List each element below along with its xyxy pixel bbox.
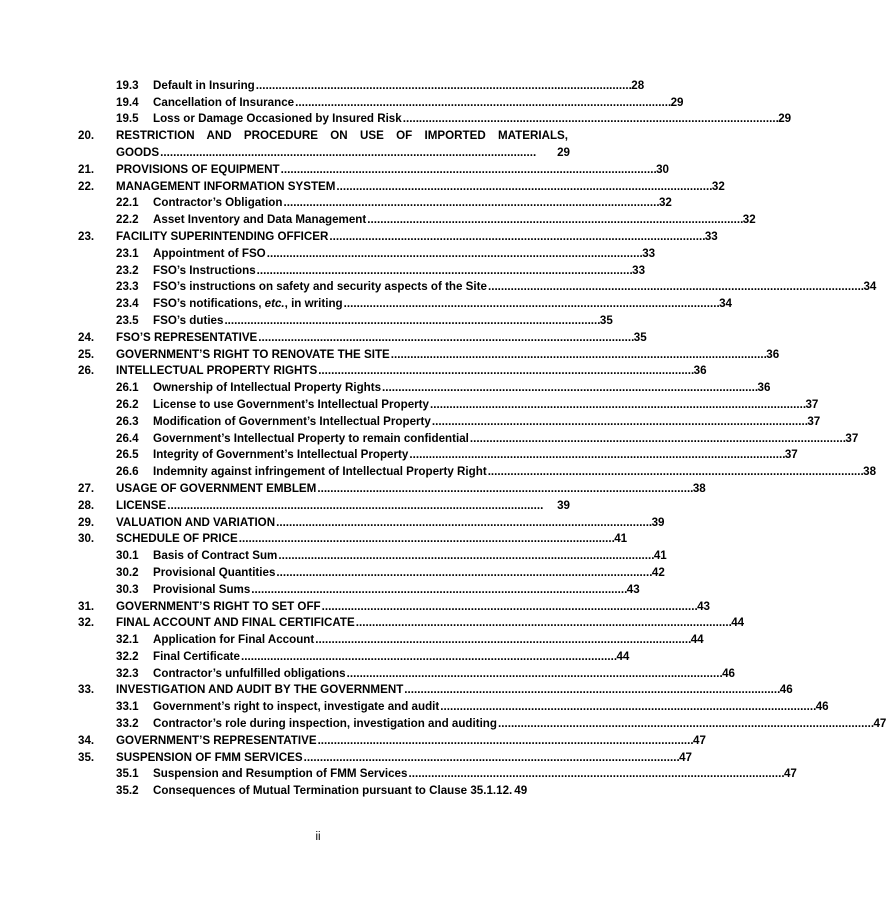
- dot-leader: [498, 717, 872, 731]
- toc-entry-page: 38: [692, 481, 706, 495]
- toc-entry-page: 44: [690, 633, 704, 647]
- toc-entry-page: 32: [742, 213, 756, 227]
- toc-entry-page: 47: [873, 717, 886, 731]
- toc-entry-number: 23.3: [116, 280, 139, 294]
- dot-leader: [470, 432, 844, 446]
- toc-entry-title: Government’s right to inspect, investigate and audit: [153, 700, 440, 714]
- toc-entry[interactable]: [78, 496, 570, 513]
- toc-entry-page: 37: [845, 431, 859, 445]
- toc-entry[interactable]: [116, 395, 819, 412]
- toc-entry[interactable]: [116, 412, 821, 429]
- toc-entry-number: 22.: [78, 179, 95, 193]
- toc-entry-title: FSO’s duties: [153, 313, 224, 327]
- dot-leader: [281, 163, 655, 177]
- toc-entry-number: 26.1: [116, 381, 139, 395]
- dot-leader: [278, 549, 652, 563]
- toc-entry[interactable]: [116, 630, 704, 647]
- toc-entry-page: 44: [616, 649, 630, 663]
- toc-entry-number: 35.: [78, 750, 95, 764]
- toc-entry[interactable]: [116, 781, 570, 798]
- toc-entry-number: 34.: [78, 733, 95, 747]
- toc-entry-page: 36: [757, 381, 771, 395]
- toc-entry-number: 24.: [78, 330, 95, 344]
- toc-entry-number: 26.4: [116, 431, 139, 445]
- toc-entry-title: RESTRICTION AND PROCEDURE ON USE OF IMPORTED MATERIALS,: [116, 129, 568, 143]
- toc-entry-page: 37: [805, 397, 819, 411]
- toc-entry-page: 47: [679, 750, 692, 764]
- toc-entry-title: Application for Final Account: [153, 633, 315, 647]
- toc-entry[interactable]: [78, 177, 725, 194]
- toc-entry-title: GOODS: [116, 145, 160, 159]
- toc-entry-page: 43: [697, 599, 711, 613]
- toc-entry-title: FSO’s Instructions: [153, 263, 256, 277]
- toc-entry[interactable]: [78, 681, 793, 698]
- toc-entry[interactable]: [116, 546, 667, 563]
- toc-entry-title: Government’s Intellectual Property to remain confidential: [153, 431, 469, 445]
- toc-entry-page: 34: [719, 297, 732, 311]
- dot-leader: [432, 415, 806, 429]
- toc-entry-number: 27.: [78, 481, 95, 495]
- toc-entry-title: Integrity of Government’s Intellectual Property: [153, 448, 409, 462]
- toc-entry[interactable]: [78, 328, 647, 345]
- toc-entry-number: 19.3: [116, 78, 139, 92]
- toc-entry-title: Contractor’s Obligation: [153, 196, 283, 210]
- toc-entry-title: FSO’s instructions on safety and security aspects of the Site: [153, 280, 487, 294]
- dot-leader: [391, 348, 765, 362]
- toc-entry-page: 49: [514, 784, 528, 798]
- dot-leader: [318, 364, 692, 378]
- toc-entry-page: 44: [731, 616, 745, 630]
- toc-entry-page: 29: [670, 95, 684, 109]
- toc-entry-page: 30: [656, 162, 670, 176]
- toc-entry-number: 33.: [78, 683, 95, 697]
- toc-entry-page: 28: [631, 78, 645, 92]
- toc-entry-page: 47: [693, 733, 706, 747]
- toc-entry[interactable]: [116, 714, 886, 731]
- dot-leader: [276, 566, 650, 580]
- toc-entry[interactable]: [116, 76, 645, 93]
- toc-entry-number: 23.: [78, 229, 95, 243]
- toc-entry[interactable]: [78, 143, 570, 160]
- toc-entry-page: 29: [778, 112, 792, 126]
- toc-entry-page: 43: [626, 582, 640, 596]
- toc-entry[interactable]: [116, 378, 771, 395]
- toc-entry-title: SUSPENSION OF FMM SERVICES: [116, 750, 303, 764]
- toc-entry-title: Appointment of FSO: [153, 246, 266, 260]
- dot-leader: [344, 297, 718, 311]
- toc-entry-title: Cancellation of Insurance: [153, 95, 295, 109]
- dot-leader: [409, 448, 783, 462]
- toc-entry[interactable]: [78, 530, 628, 547]
- dot-leader: [283, 196, 657, 210]
- toc-entry-page: 34: [863, 280, 877, 294]
- toc-entry-number: 19.5: [116, 112, 139, 126]
- toc-entry[interactable]: [78, 126, 570, 143]
- toc-entry-page: 38: [863, 465, 877, 479]
- dot-leader: [304, 751, 678, 765]
- toc-entry-title: Provisional Quantities: [153, 565, 276, 579]
- dot-leader: [167, 499, 556, 513]
- toc-entry-page: 42: [651, 565, 665, 579]
- toc-entry[interactable]: [78, 614, 745, 631]
- toc-entry-page: 35: [599, 313, 613, 327]
- dot-leader: [440, 700, 814, 714]
- toc-entry-page: 32: [711, 179, 725, 193]
- toc-entry-title: Contractor’s role during inspection, investigation and auditing: [153, 717, 497, 731]
- toc-entry-number: 32.2: [116, 649, 139, 663]
- table-of-contents: [78, 76, 886, 798]
- toc-entry-number: 32.1: [116, 633, 139, 647]
- toc-entry-page: 39: [557, 498, 570, 512]
- dot-leader: [488, 465, 862, 479]
- dot-leader: [347, 667, 721, 681]
- toc-entry-number: 21.: [78, 162, 95, 176]
- dot-leader: [430, 398, 804, 412]
- toc-entry-title: Ownership of Intellectual Property Rights: [153, 381, 382, 395]
- toc-entry-page: 37: [807, 414, 821, 428]
- toc-entry-number: 23.4: [116, 297, 139, 311]
- dot-leader: [488, 280, 862, 294]
- toc-entry[interactable]: [116, 697, 829, 714]
- toc-entry[interactable]: [78, 748, 692, 765]
- toc-entry[interactable]: [78, 227, 718, 244]
- dot-leader: [276, 516, 650, 530]
- toc-entry-page: 41: [653, 549, 667, 563]
- toc-entry-page: 41: [614, 532, 628, 546]
- toc-entry-number: 33.1: [116, 700, 139, 714]
- toc-entry-number: 28.: [78, 498, 95, 512]
- toc-entry-number: 22.1: [116, 196, 139, 210]
- toc-entry-title: GOVERNMENT’S RIGHT TO RENOVATE THE SITE: [116, 347, 390, 361]
- dot-leader: [336, 180, 710, 194]
- toc-entry-number: 35.1: [116, 767, 139, 781]
- toc-entry-title: FSO’s notifications, etc., in writing: [153, 297, 343, 311]
- toc-entry-page: 33: [632, 263, 646, 277]
- toc-entry-number: 33.2: [116, 717, 139, 731]
- toc-entry-title: INVESTIGATION AND AUDIT BY THE GOVERNMENT: [116, 683, 404, 697]
- toc-entry-title: PROVISIONS OF EQUIPMENT: [116, 162, 280, 176]
- dot-leader: [315, 633, 689, 647]
- toc-entry-title: Modification of Government’s Intellectual Property: [153, 414, 431, 428]
- toc-entry-number: 23.2: [116, 263, 139, 277]
- dot-leader: [241, 650, 615, 664]
- toc-entry-number: 20.: [78, 129, 95, 143]
- toc-entry-page: 39: [651, 515, 665, 529]
- toc-entry-title: License to use Government’s Intellectual Property: [153, 397, 429, 411]
- toc-entry-page: 47: [783, 767, 797, 781]
- toc-entry-title: Contractor’s unfulfilled obligations: [153, 666, 346, 680]
- toc-entry-title: Suspension and Resumption of FMM Services: [153, 767, 408, 781]
- dot-leader: [295, 96, 669, 110]
- toc-entry-title: MANAGEMENT INFORMATION SYSTEM: [116, 179, 336, 193]
- dot-leader: [408, 767, 782, 781]
- toc-entry-title: SCHEDULE OF PRICE: [116, 532, 238, 546]
- toc-entry-title: USAGE OF GOVERNMENT EMBLEM: [116, 481, 317, 495]
- toc-entry[interactable]: [116, 563, 665, 580]
- toc-entry[interactable]: [116, 244, 656, 261]
- dot-leader: [356, 616, 730, 630]
- toc-entry-number: 32.3: [116, 666, 139, 680]
- dot-leader: [160, 146, 556, 160]
- toc-entry-title: Indemnity against infringement of Intellectual Property Right: [153, 465, 487, 479]
- toc-entry-page: 35: [633, 330, 647, 344]
- dot-leader: [251, 583, 625, 597]
- toc-entry-number: 25.: [78, 347, 95, 361]
- toc-entry-title: LICENSE: [116, 498, 167, 512]
- toc-entry[interactable]: [78, 513, 665, 530]
- toc-entry-title: Provisional Sums: [153, 582, 251, 596]
- dot-leader: [257, 264, 631, 278]
- toc-entry-page: 36: [766, 347, 780, 361]
- toc-entry-title: GOVERNMENT’S RIGHT TO SET OFF: [116, 599, 321, 613]
- toc-entry[interactable]: [116, 446, 798, 463]
- toc-entry-title: Consequences of Mutual Termination pursuant to Clause 35.1.12.: [153, 784, 513, 798]
- dot-leader: [367, 213, 741, 227]
- toc-entry-page: 46: [815, 700, 829, 714]
- toc-entry[interactable]: [78, 597, 711, 614]
- toc-entry-title: Default in Insuring: [153, 78, 255, 92]
- toc-entry-number: 19.4: [116, 95, 139, 109]
- toc-entry[interactable]: [116, 311, 613, 328]
- dot-leader: [224, 314, 598, 328]
- toc-entry-page: 33: [704, 229, 718, 243]
- toc-entry-title: FACILITY SUPERINTENDING OFFICER: [116, 229, 329, 243]
- toc-entry-number: 30.1: [116, 549, 139, 563]
- toc-entry-number: 23.1: [116, 246, 139, 260]
- toc-entry-page: 33: [642, 246, 656, 260]
- toc-entry-title: Asset Inventory and Data Management: [153, 213, 367, 227]
- toc-entry[interactable]: [116, 194, 672, 211]
- dot-leader: [256, 79, 630, 93]
- toc-entry[interactable]: [116, 261, 646, 278]
- toc-entry-title: FSO’S REPRESENTATIVE: [116, 330, 258, 344]
- toc-entry[interactable]: [116, 664, 735, 681]
- dot-leader: [404, 683, 778, 697]
- toc-entry[interactable]: [78, 345, 780, 362]
- toc-entry-title: Loss or Damage Occasioned by Insured Risk: [153, 112, 402, 126]
- toc-entry-number: 26.2: [116, 397, 139, 411]
- toc-entry[interactable]: [116, 294, 732, 311]
- toc-entry[interactable]: [78, 160, 670, 177]
- toc-entry-number: 30.3: [116, 582, 139, 596]
- toc-entry-title: Basis of Contract Sum: [153, 549, 278, 563]
- toc-entry[interactable]: [116, 462, 877, 479]
- toc-entry-number: 31.: [78, 599, 95, 613]
- toc-entry-title: GOVERNMENT’S REPRESENTATIVE: [116, 733, 317, 747]
- toc-entry[interactable]: [78, 731, 706, 748]
- toc-entry-number: 26.3: [116, 414, 139, 428]
- toc-entry-number: 35.2: [116, 784, 139, 798]
- toc-entry[interactable]: [78, 479, 706, 496]
- toc-entry-number: 26.6: [116, 465, 139, 479]
- dot-leader: [403, 112, 777, 126]
- dot-leader: [329, 230, 703, 244]
- toc-entry[interactable]: [116, 210, 756, 227]
- toc-entry[interactable]: [116, 110, 792, 127]
- page-number: ii: [315, 831, 321, 843]
- toc-entry-page: 46: [722, 666, 735, 680]
- dot-leader: [382, 381, 756, 395]
- toc-entry-page: 37: [784, 448, 798, 462]
- toc-entry-title: FINAL ACCOUNT AND FINAL CERTIFICATE: [116, 616, 355, 630]
- toc-entry-page: 36: [693, 364, 707, 378]
- toc-entry-number: 30.: [78, 532, 95, 546]
- dot-leader: [267, 247, 641, 261]
- toc-entry[interactable]: [116, 429, 859, 446]
- toc-entry-number: 26.: [78, 364, 95, 378]
- toc-entry-page: 46: [779, 683, 793, 697]
- toc-entry-title: Final Certificate: [153, 649, 240, 663]
- dot-leader: [239, 532, 613, 546]
- dot-leader: [318, 734, 692, 748]
- toc-entry-page: 32: [658, 196, 672, 210]
- toc-entry-number: 26.5: [116, 448, 139, 462]
- toc-entry-number: 30.2: [116, 565, 139, 579]
- toc-entry[interactable]: [116, 580, 640, 597]
- toc-entry-number: 29.: [78, 515, 95, 529]
- dot-leader: [322, 600, 696, 614]
- toc-entry-number: 32.: [78, 616, 95, 630]
- toc-entry-number: 22.2: [116, 213, 139, 227]
- toc-entry[interactable]: [116, 765, 797, 782]
- toc-entry-number: 23.5: [116, 313, 139, 327]
- toc-entry-title: INTELLECTUAL PROPERTY RIGHTS: [116, 364, 318, 378]
- toc-entry[interactable]: [116, 93, 684, 110]
- toc-entry[interactable]: [78, 362, 707, 379]
- toc-entry-page: 29: [557, 145, 570, 159]
- toc-entry[interactable]: [116, 647, 630, 664]
- toc-entry-title: VALUATION AND VARIATION: [116, 515, 276, 529]
- dot-leader: [317, 482, 691, 496]
- dot-leader: [258, 331, 632, 345]
- toc-entry[interactable]: [116, 278, 877, 295]
